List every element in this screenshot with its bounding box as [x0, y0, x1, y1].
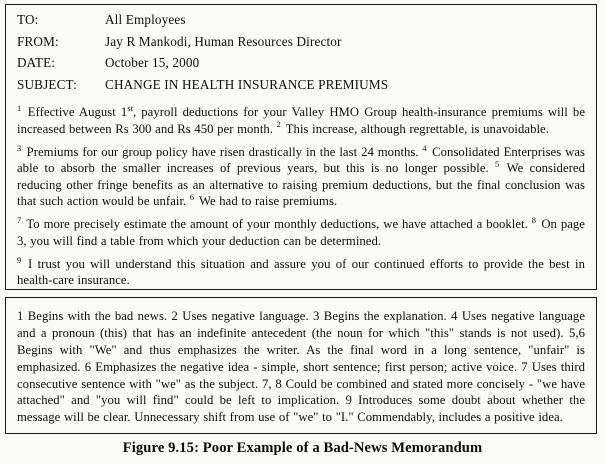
- memo-header-row-subject: [17, 77, 585, 99]
- commentary-text: 1 Begins with the bad news. 2 Uses negative language. 3 Begins the explanation. 4 Uses negative language and a pronoun (this) that has an indefinite antecedent (the noun for which "this" stands is not used). 5,6 Begins with "We" and thus emphasizes the writer. As the final word in a long sentence, "unfair" is emphasized. 6 Emphasizes the negative idea - simple, short sentence; first person; active voice. 7 Uses third consecutive sentence with "we" as the subject. 7, 8 Could be combined and stated more concisely - "we have attached" and "you will find" could be left to implication. 9 Introduces some doubt about whether the message will be clear. Unnecessary shift from use of "we" to "I." Commendably, includes a positive idea.: [17, 309, 585, 425]
- memo-label-from: FROM:: [17, 33, 59, 49]
- memo-paragraph-4: $^9$ I trust you will understand this situation and assure you of our continued efforts to provide the best in health-care insurance.: [17, 255, 585, 288]
- commentary-annotation-box: [5, 297, 597, 434]
- memo-value-from: Jay R Mankodi, Human Resources Director: [105, 33, 342, 49]
- memo-paragraph-1: $^1$ Effective August 1st, payroll deductions for your Valley HMO Group health-insurance premiums will be increased between Rs 300 and Rs 450 per month. $^2$ This increase, although regrettable, is unavoidable.: [17, 104, 585, 136]
- figure-caption: Figure 9.15: Poor Example of a Bad-News Memorandum: [122, 440, 483, 456]
- memo-document-box: [5, 4, 597, 290]
- memo-value-subject: CHANGE IN HEALTH INSURANCE PREMIUMS: [105, 76, 389, 92]
- memo-label-subject: SUBJECT:: [17, 76, 77, 92]
- memo-value-to: All Employees: [105, 12, 186, 27]
- memo-label-to: TO:: [17, 12, 39, 27]
- memo-header-row-date: [17, 55, 585, 77]
- memo-header-row-from: [17, 34, 585, 56]
- memo-header-row-to: [17, 12, 585, 34]
- memo-header-body: [17, 12, 585, 98]
- memo-label-date: DATE:: [17, 55, 56, 71]
- memo-paragraph-2: $^3$ Premiums for our group policy have risen drastically in the last 24 months. $^4$ Consolidated Enterprises was able to absorb the smaller increases of previous years, but this is no longer possible. $^5$ We considered reducing other fringe benefits as an alternative to raising premium deductions, but the final conclusion was that such action would be unfair. $^6$ We had to raise premiums.: [17, 143, 585, 208]
- memo-paragraph-3: $^7$ To more precisely estimate the amount of your monthly deductions, we have attached a booklet. $^8$ On page 3, you will find a table from which your deduction can be determined.: [17, 215, 585, 248]
- memo-header-table: [17, 12, 585, 98]
- memo-body: [17, 104, 585, 288]
- memo-value-date: October 15, 2000: [105, 55, 200, 71]
